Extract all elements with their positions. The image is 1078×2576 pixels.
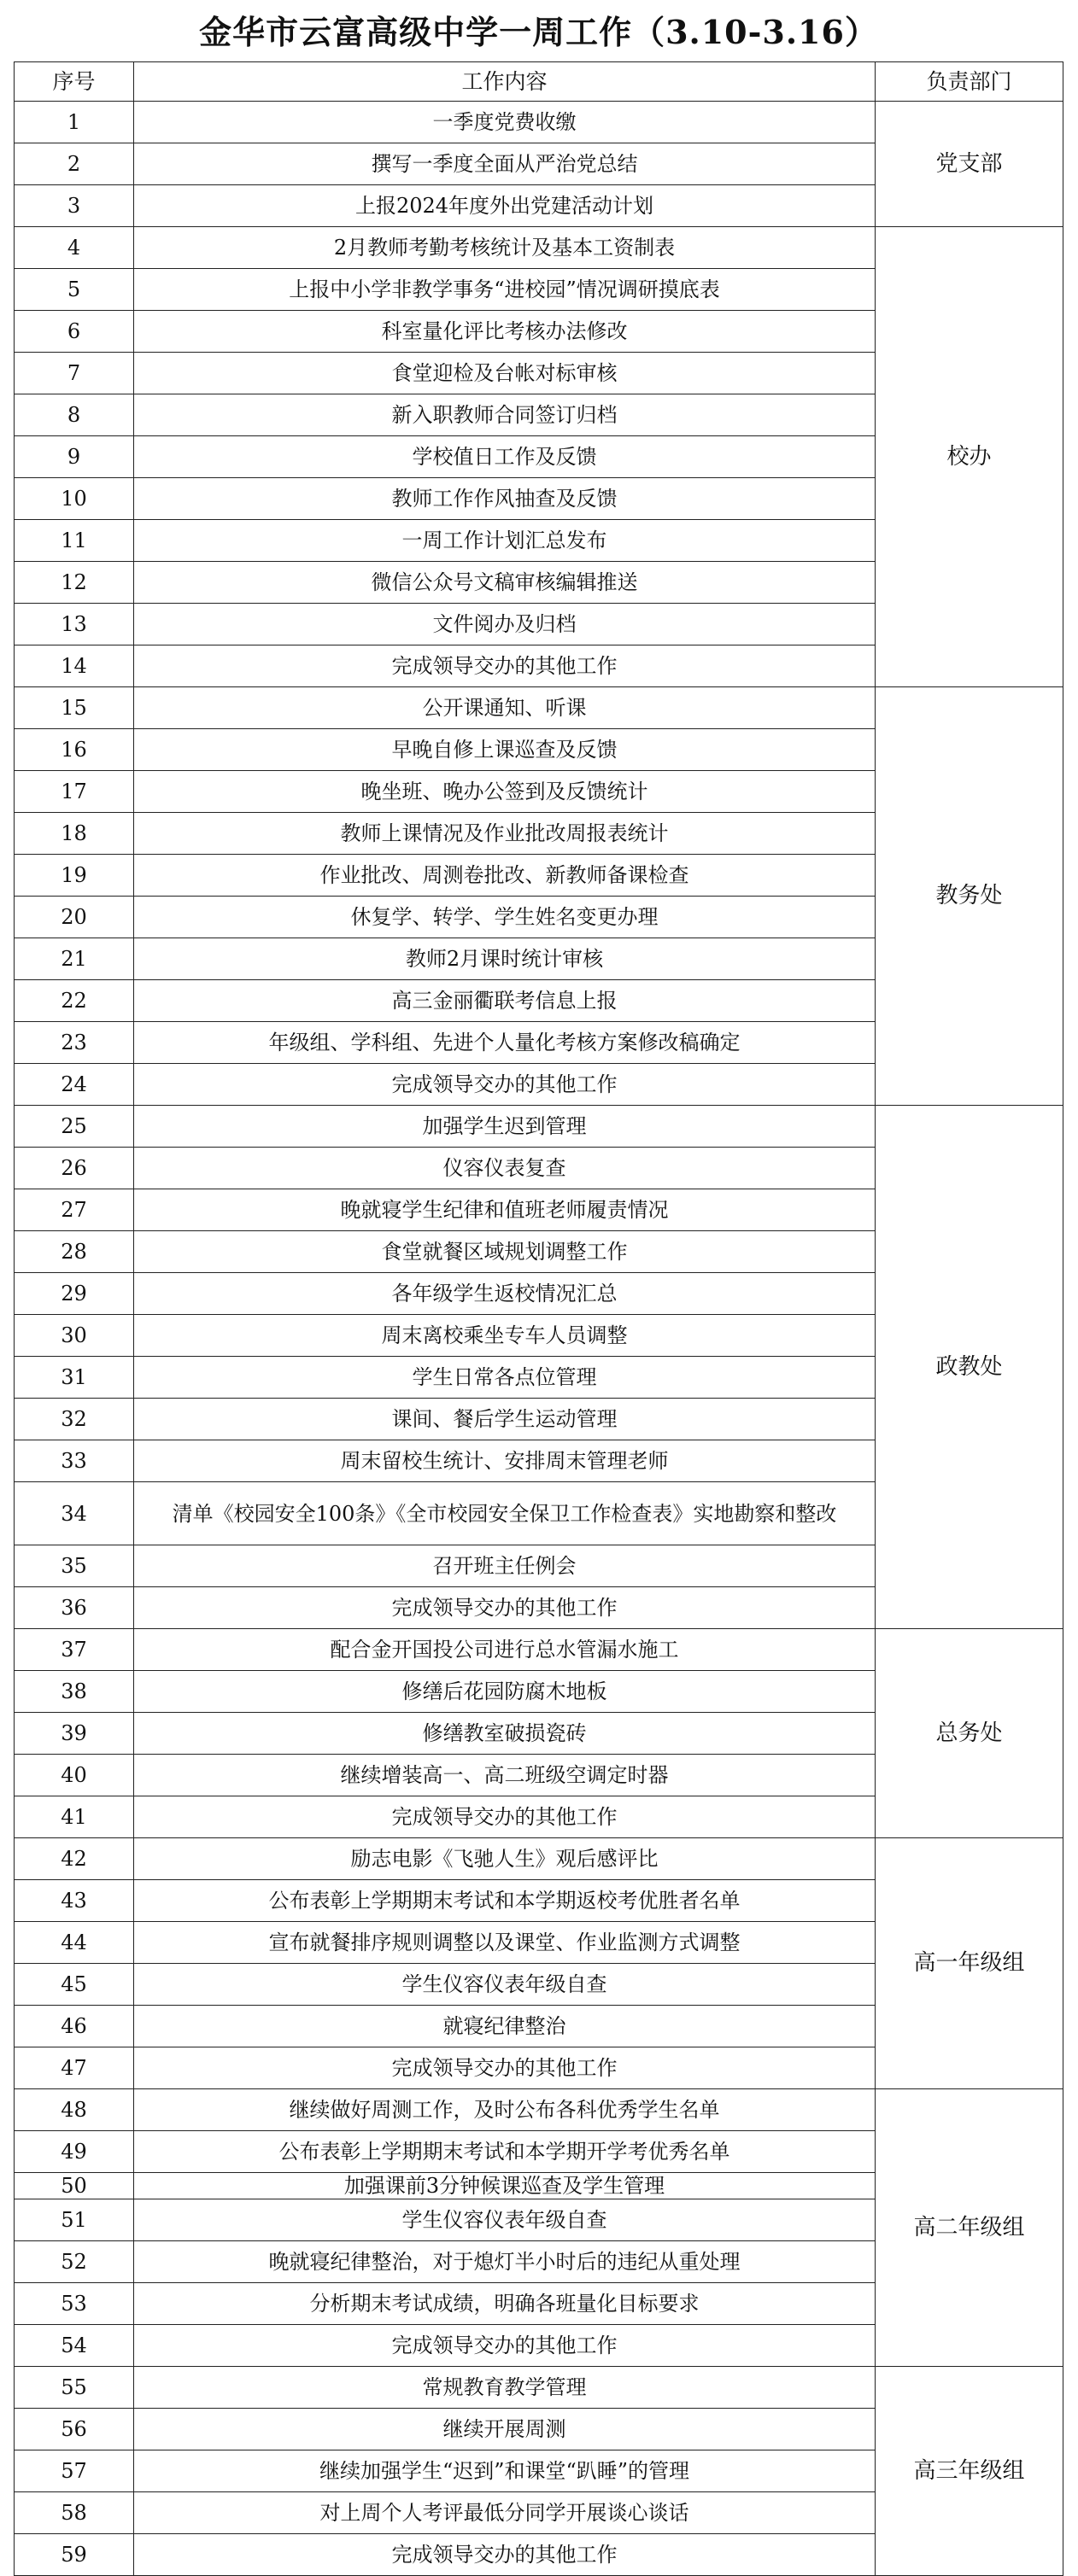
department-cell: 政教处 xyxy=(876,1106,1063,1629)
row-content: 修缮后花园防腐木地板 xyxy=(134,1671,876,1713)
department-cell: 校办 xyxy=(876,227,1063,687)
row-number: 55 xyxy=(15,2367,134,2409)
header-number: 序号 xyxy=(15,62,134,102)
row-content: 仪容仪表复查 xyxy=(134,1148,876,1189)
row-content: 召开班主任例会 xyxy=(134,1545,876,1587)
row-number: 58 xyxy=(15,2492,134,2534)
row-number: 24 xyxy=(15,1064,134,1106)
row-number: 4 xyxy=(15,227,134,269)
row-number: 50 xyxy=(15,2173,134,2199)
table-row xyxy=(15,102,1063,143)
row-number: 36 xyxy=(15,1587,134,1629)
row-number: 32 xyxy=(15,1399,134,1440)
row-content: 继续做好周测工作，及时公布各科优秀学生名单 xyxy=(134,2089,876,2131)
row-number: 5 xyxy=(15,269,134,311)
row-content: 继续开展周测 xyxy=(134,2409,876,2450)
row-content: 学生仪容仪表年级自查 xyxy=(134,2199,876,2241)
row-content: 公开课通知、听课 xyxy=(134,687,876,729)
row-content: 教师工作作风抽查及反馈 xyxy=(134,478,876,520)
row-content: 完成领导交办的其他工作 xyxy=(134,645,876,687)
row-content: 微信公众号文稿审核编辑推送 xyxy=(134,562,876,604)
row-content: 休复学、转学、学生姓名变更办理 xyxy=(134,897,876,938)
row-number: 28 xyxy=(15,1231,134,1273)
department-cell: 党支部 xyxy=(876,102,1063,227)
header-department: 负责部门 xyxy=(876,62,1063,102)
row-number: 41 xyxy=(15,1796,134,1838)
row-number: 15 xyxy=(15,687,134,729)
row-number: 19 xyxy=(15,855,134,897)
row-content: 晚坐班、晚办公签到及反馈统计 xyxy=(134,771,876,813)
row-content: 周末离校乘坐专车人员调整 xyxy=(134,1315,876,1357)
row-number: 39 xyxy=(15,1713,134,1755)
row-number: 22 xyxy=(15,980,134,1022)
row-content: 励志电影《飞驰人生》观后感评比 xyxy=(134,1838,876,1880)
row-number: 20 xyxy=(15,897,134,938)
department-cell: 教务处 xyxy=(876,687,1063,1106)
row-content: 加强学生迟到管理 xyxy=(134,1106,876,1148)
page-title: 金华市云富高级中学一周工作（3.10-3.16） xyxy=(199,13,878,51)
row-content: 学生仪容仪表年级自查 xyxy=(134,1964,876,2006)
row-number: 21 xyxy=(15,938,134,980)
row-number: 9 xyxy=(15,436,134,478)
row-content: 修缮教室破损瓷砖 xyxy=(134,1713,876,1755)
row-number: 26 xyxy=(15,1148,134,1189)
row-content: 高三金丽衢联考信息上报 xyxy=(134,980,876,1022)
row-content: 继续增装高一、高二班级空调定时器 xyxy=(134,1755,876,1796)
row-content: 清单《校园安全100条》《全市校园安全保卫工作检查表》实地勘察和整改 xyxy=(134,1482,876,1545)
row-content: 各年级学生返校情况汇总 xyxy=(134,1273,876,1315)
row-number: 23 xyxy=(15,1022,134,1064)
row-content: 新入职教师合同签订归档 xyxy=(134,394,876,436)
row-content: 学生日常各点位管理 xyxy=(134,1357,876,1399)
row-number: 48 xyxy=(15,2089,134,2131)
row-content: 继续加强学生“迟到”和课堂“趴睡”的管理 xyxy=(134,2450,876,2492)
table-row xyxy=(15,2367,1063,2409)
row-number: 29 xyxy=(15,1273,134,1315)
row-number: 1 xyxy=(15,102,134,143)
department-cell: 高二年级组 xyxy=(876,2089,1063,2367)
row-content: 2月教师考勤考核统计及基本工资制表 xyxy=(134,227,876,269)
table-row xyxy=(15,1629,1063,1671)
row-number: 54 xyxy=(15,2325,134,2367)
row-number: 13 xyxy=(15,604,134,645)
row-number: 52 xyxy=(15,2241,134,2283)
row-content: 一周工作计划汇总发布 xyxy=(134,520,876,562)
row-content: 常规教育教学管理 xyxy=(134,2367,876,2409)
row-number: 14 xyxy=(15,645,134,687)
row-content: 加强课前3分钟候课巡查及学生管理 xyxy=(134,2173,876,2199)
row-number: 44 xyxy=(15,1922,134,1964)
row-content: 作业批改、周测卷批改、新教师备课检查 xyxy=(134,855,876,897)
table-row xyxy=(15,2089,1063,2131)
department-cell: 高一年级组 xyxy=(876,1838,1063,2089)
row-number: 46 xyxy=(15,2006,134,2047)
department-cell: 总务处 xyxy=(876,1629,1063,1838)
row-number: 8 xyxy=(15,394,134,436)
row-content: 晚就寝学生纪律和值班老师履责情况 xyxy=(134,1189,876,1231)
row-number: 51 xyxy=(15,2199,134,2241)
row-number: 10 xyxy=(15,478,134,520)
row-content: 宣布就餐排序规则调整以及课堂、作业监测方式调整 xyxy=(134,1922,876,1964)
row-content: 公布表彰上学期期末考试和本学期返校考优胜者名单 xyxy=(134,1880,876,1922)
table-body xyxy=(15,102,1063,2576)
row-number: 37 xyxy=(15,1629,134,1671)
row-number: 38 xyxy=(15,1671,134,1713)
row-content: 公布表彰上学期期末考试和本学期开学考优秀名单 xyxy=(134,2131,876,2173)
row-content: 完成领导交办的其他工作 xyxy=(134,2534,876,2576)
row-number: 45 xyxy=(15,1964,134,2006)
row-number: 31 xyxy=(15,1357,134,1399)
row-content: 分析期末考试成绩，明确各班量化目标要求 xyxy=(134,2283,876,2325)
row-content: 完成领导交办的其他工作 xyxy=(134,2047,876,2089)
row-number: 27 xyxy=(15,1189,134,1231)
row-content: 配合金开国投公司进行总水管漏水施工 xyxy=(134,1629,876,1671)
row-content: 上报中小学非教学事务“进校园”情况调研摸底表 xyxy=(134,269,876,311)
row-content: 一季度党费收缴 xyxy=(134,102,876,143)
row-number: 18 xyxy=(15,813,134,855)
row-number: 56 xyxy=(15,2409,134,2450)
table-row xyxy=(15,687,1063,729)
row-content: 完成领导交办的其他工作 xyxy=(134,1064,876,1106)
row-number: 43 xyxy=(15,1880,134,1922)
row-content: 教师上课情况及作业批改周报表统计 xyxy=(134,813,876,855)
row-number: 59 xyxy=(15,2534,134,2576)
row-number: 3 xyxy=(15,185,134,227)
row-content: 周末留校生统计、安排周末管理老师 xyxy=(134,1440,876,1482)
table-row xyxy=(15,227,1063,269)
row-number: 17 xyxy=(15,771,134,813)
row-content: 上报2024年度外出党建活动计划 xyxy=(134,185,876,227)
table-row xyxy=(15,1838,1063,1880)
row-content: 对上周个人考评最低分同学开展谈心谈话 xyxy=(134,2492,876,2534)
row-content: 完成领导交办的其他工作 xyxy=(134,2325,876,2367)
row-number: 40 xyxy=(15,1755,134,1796)
row-content: 食堂就餐区域规划调整工作 xyxy=(134,1231,876,1273)
row-content: 食堂迎检及台帐对标审核 xyxy=(134,353,876,394)
row-content: 文件阅办及归档 xyxy=(134,604,876,645)
row-content: 早晚自修上课巡查及反馈 xyxy=(134,729,876,771)
row-content: 就寝纪律整治 xyxy=(134,2006,876,2047)
row-content: 课间、餐后学生运动管理 xyxy=(134,1399,876,1440)
weekly-work-table xyxy=(14,61,1063,2576)
row-number: 11 xyxy=(15,520,134,562)
row-number: 57 xyxy=(15,2450,134,2492)
row-number: 42 xyxy=(15,1838,134,1880)
row-number: 2 xyxy=(15,143,134,185)
row-number: 7 xyxy=(15,353,134,394)
row-content: 完成领导交办的其他工作 xyxy=(134,1587,876,1629)
row-number: 16 xyxy=(15,729,134,771)
row-content: 撰写一季度全面从严治党总结 xyxy=(134,143,876,185)
row-number: 34 xyxy=(15,1482,134,1545)
row-number: 6 xyxy=(15,311,134,353)
row-number: 35 xyxy=(15,1545,134,1587)
row-content: 教师2月课时统计审核 xyxy=(134,938,876,980)
row-number: 33 xyxy=(15,1440,134,1482)
header-content: 工作内容 xyxy=(134,62,876,102)
row-number: 47 xyxy=(15,2047,134,2089)
row-content: 学校值日工作及反馈 xyxy=(134,436,876,478)
row-number: 30 xyxy=(15,1315,134,1357)
table-row xyxy=(15,1106,1063,1148)
row-content: 完成领导交办的其他工作 xyxy=(134,1796,876,1838)
row-number: 49 xyxy=(15,2131,134,2173)
row-number: 53 xyxy=(15,2283,134,2325)
row-content: 年级组、学科组、先进个人量化考核方案修改稿确定 xyxy=(134,1022,876,1064)
row-number: 12 xyxy=(15,562,134,604)
table-header-row xyxy=(15,62,1063,102)
row-content: 晚就寝纪律整治，对于熄灯半小时后的违纪从重处理 xyxy=(134,2241,876,2283)
row-number: 25 xyxy=(15,1106,134,1148)
row-content: 科室量化评比考核办法修改 xyxy=(134,311,876,353)
department-cell: 高三年级组 xyxy=(876,2367,1063,2576)
